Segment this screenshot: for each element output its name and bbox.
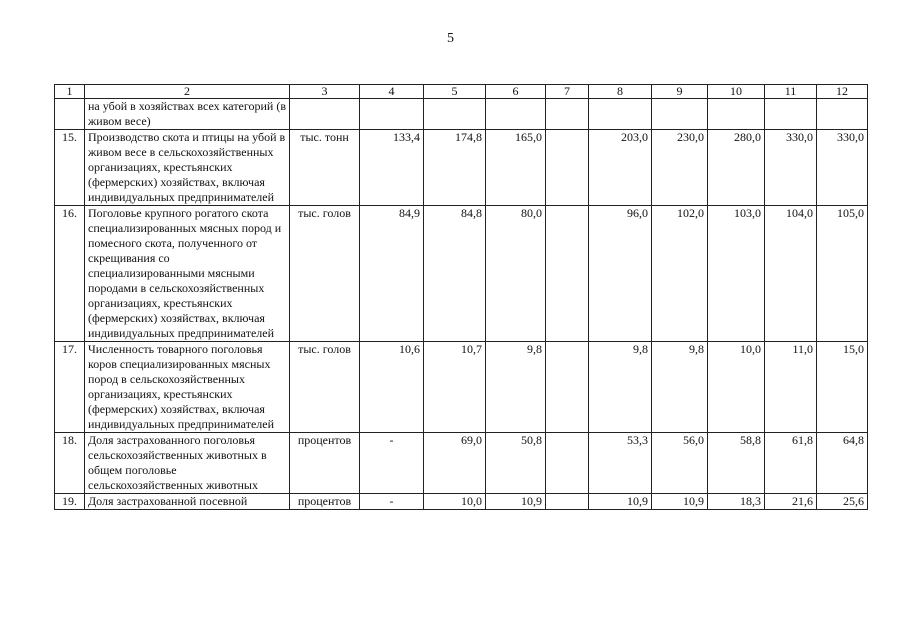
- value-cell: 21,6: [765, 494, 817, 510]
- header-cell: 1: [55, 85, 85, 99]
- unit-cell: процентов: [290, 494, 360, 510]
- value-cell: [546, 494, 589, 510]
- value-cell: 9,8: [589, 342, 652, 433]
- value-cell: [546, 433, 589, 494]
- page-number: 5: [447, 31, 454, 46]
- value-cell: -: [360, 494, 424, 510]
- value-cell: 10,9: [589, 494, 652, 510]
- indicator-name: Доля застрахованного поголовья сельскохозяйственных животных в общем поголовье сельскохозяйственных животных: [85, 433, 290, 494]
- value-cell: 80,0: [486, 206, 546, 342]
- value-cell: 330,0: [817, 130, 868, 206]
- row-number: 15.: [55, 130, 85, 206]
- value-cell: 18,3: [708, 494, 765, 510]
- table-row-continuation: [55, 99, 868, 130]
- row-number: 17.: [55, 342, 85, 433]
- value-cell: 10,0: [424, 494, 486, 510]
- unit-cell: тыс. голов: [290, 342, 360, 433]
- value-cell: 280,0: [708, 130, 765, 206]
- header-cell: 10: [708, 85, 765, 99]
- table-row: [55, 342, 868, 433]
- value-cell: 96,0: [589, 206, 652, 342]
- value-cell: 104,0: [765, 206, 817, 342]
- indicator-name: на убой в хозяйствах всех категорий (в живом весе): [85, 99, 290, 130]
- table-row: [55, 494, 868, 510]
- value-cell: 203,0: [589, 130, 652, 206]
- row-number: 19.: [55, 494, 85, 510]
- row-number: 18.: [55, 433, 85, 494]
- header-cell: 8: [589, 85, 652, 99]
- table-row: [55, 206, 868, 342]
- header-cell: 6: [486, 85, 546, 99]
- value-cell: 10,9: [652, 494, 708, 510]
- value-cell: [546, 342, 589, 433]
- header-cell: 11: [765, 85, 817, 99]
- unit-cell: тыс. тонн: [290, 130, 360, 206]
- value-cell: 69,0: [424, 433, 486, 494]
- indicator-name: Численность товарного поголовья коров специализированных мясных пород в сельскохозяйственных организациях, крестьянских (фермерских) хозяйствах, включая индивидуальных предпринимателей: [85, 342, 290, 433]
- table-row: [55, 433, 868, 494]
- value-cell: 10,7: [424, 342, 486, 433]
- value-cell: 64,8: [817, 433, 868, 494]
- value-cell: -: [360, 433, 424, 494]
- value-cell: 58,8: [708, 433, 765, 494]
- value-cell: 103,0: [708, 206, 765, 342]
- value-cell: 9,8: [652, 342, 708, 433]
- value-cell: 105,0: [817, 206, 868, 342]
- indicators-table: [54, 84, 868, 510]
- header-cell: 7: [546, 85, 589, 99]
- unit-cell: процентов: [290, 433, 360, 494]
- value-cell: 9,8: [486, 342, 546, 433]
- header-cell: 12: [817, 85, 868, 99]
- value-cell: 15,0: [817, 342, 868, 433]
- header-cell: 9: [652, 85, 708, 99]
- table-row: [55, 130, 868, 206]
- header-cell: 2: [85, 85, 290, 99]
- value-cell: 10,0: [708, 342, 765, 433]
- value-cell: 10,9: [486, 494, 546, 510]
- header-cell: 4: [360, 85, 424, 99]
- value-cell: 50,8: [486, 433, 546, 494]
- header-cell: 3: [290, 85, 360, 99]
- header-row: [55, 85, 868, 99]
- value-cell: 174,8: [424, 130, 486, 206]
- value-cell: 84,9: [360, 206, 424, 342]
- value-cell: 53,3: [589, 433, 652, 494]
- value-cell: 84,8: [424, 206, 486, 342]
- value-cell: 11,0: [765, 342, 817, 433]
- indicator-name: Доля застрахованной посевной: [85, 494, 290, 510]
- header-cell: 5: [424, 85, 486, 99]
- value-cell: 56,0: [652, 433, 708, 494]
- value-cell: 330,0: [765, 130, 817, 206]
- indicator-name: Поголовье крупного рогатого скота специализированных мясных пород и помесного скота, полученного от скрещивания со специализированными мясными породами в сельскохозяйственных организациях, крестьянских (фермерских) хозяйствах, включая индивидуальных предпринимателей: [85, 206, 290, 342]
- value-cell: 102,0: [652, 206, 708, 342]
- value-cell: 61,8: [765, 433, 817, 494]
- row-number: 16.: [55, 206, 85, 342]
- unit-cell: тыс. голов: [290, 206, 360, 342]
- indicator-name: Производство скота и птицы на убой в живом весе в сельскохозяйственных организациях, крестьянских (фермерских) хозяйствах, включая индивидуальных предпринимателей: [85, 130, 290, 206]
- value-cell: [546, 130, 589, 206]
- value-cell: 10,6: [360, 342, 424, 433]
- value-cell: 133,4: [360, 130, 424, 206]
- value-cell: [546, 206, 589, 342]
- value-cell: 165,0: [486, 130, 546, 206]
- value-cell: 230,0: [652, 130, 708, 206]
- value-cell: 25,6: [817, 494, 868, 510]
